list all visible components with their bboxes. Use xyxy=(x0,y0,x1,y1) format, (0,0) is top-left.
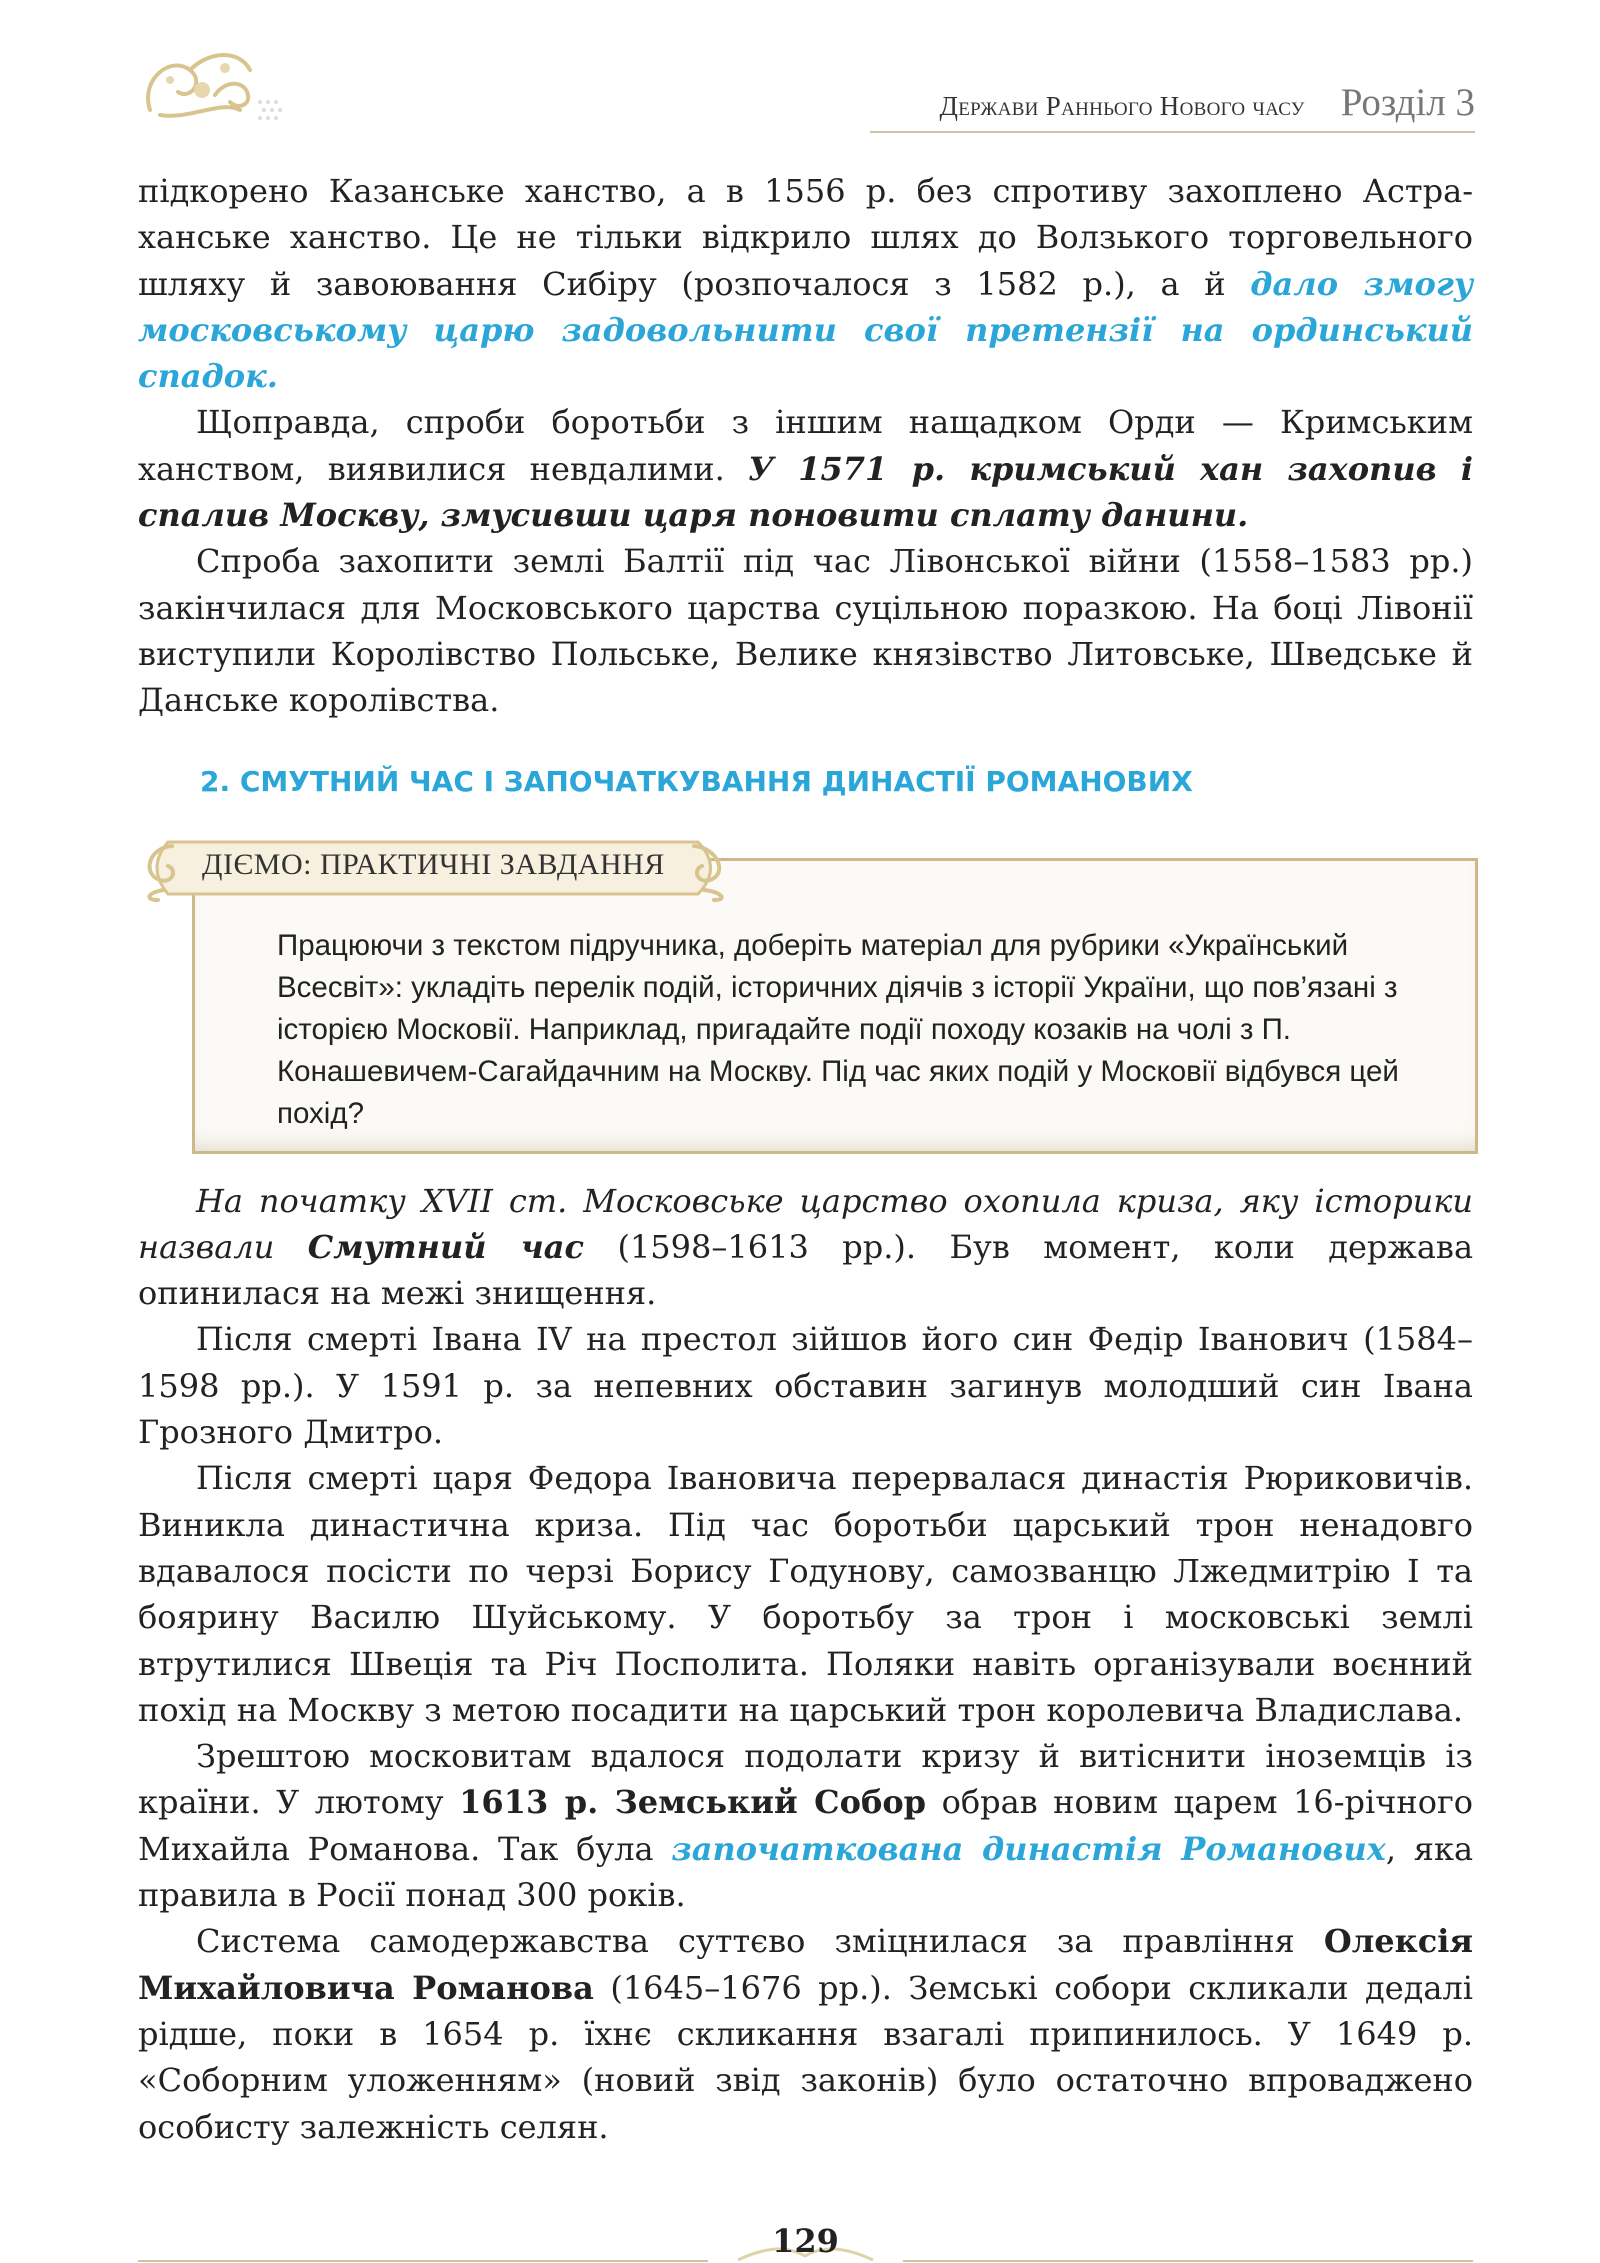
paragraph-6: Після смерті царя Федора Івановича перервалася династія Рюриковичів. Виникла династична криза. Під час боротьби царський трон ненадовго вдавалося посісти по черзі Борису Годунову, самозванцю Лжедмитрію І та боярину Василю Шуйському. У боротьбу за трон і московські землі втрутилися Швеція та Річ Посполита. Поляки навіть організували воєнний похід на Москву з метою посадити на царський трон королевича Владислава. xyxy=(138,1459,1473,1729)
task-text: Працюючи з текстом підручника, доберіть матеріал для рубрики «Український Всесвіт»: укладіть перелік подій, історичних діячів з історії України, що пов’язані з історією Московії. Наприклад, пригадайте події походу козаків на чолі з П. Конашевичем-Сагайдачним на Москву. Під час яких подій у Московії відбувся цей похід? xyxy=(277,928,1399,1130)
page-footer xyxy=(138,2222,1473,2262)
emphasis-text: У 1571 р. кримський хан захопив і спалив Москву, змусивши царя поновити сплату данини. xyxy=(138,449,1474,535)
highlight-text: дало змогу московському царю задовольнити свої претензії на ординський спадок. xyxy=(138,264,1474,396)
term-zemsky-sobor: 1613 р. Земський Собор xyxy=(459,1783,927,1822)
section-heading: 2. СМУТНИЙ ЧАС І ЗАПОЧАТКУВАННЯ ДИНАСТІЇ РОМАНОВИХ xyxy=(200,764,1193,798)
running-header xyxy=(870,80,1475,133)
task-title: ДІЄМО: ПРАКТИЧНІ ЗАВДАННЯ xyxy=(202,847,665,881)
footer-rule-left xyxy=(138,2260,708,2262)
task-box-frame xyxy=(192,858,1478,1154)
paragraph-2: Щоправда, спроби боротьби з іншим нащадком Орди — Кримським ханством, виявилися невдалими. У 1571 р. кримський хан захопив і спалив Москву, змусивши царя поновити сплату данини. xyxy=(138,403,1474,535)
paragraph-4: На початку XVII ст. Московське царство охопила криза, яку історики назвали Смутний час (1598–1613 рр.). Був момент, коли держава опинилася на межі знищення. xyxy=(138,1181,1474,1313)
header-section-title: Держави Раннього Нового часу xyxy=(939,91,1305,121)
term-oleksiy-romanov: Олексія Михайловича Романова xyxy=(138,1922,1473,2007)
paragraph-3: Спроба захопити землі Балтії під час Лівонської війни (1558–1583 рр.) закінчилася для Московського царства суцільною поразкою. На боці Лівонії виступили Королівство Польське, Велике князівство Литовське, Шведське й Данське королівства. xyxy=(138,542,1473,720)
paragraph-5: Після смерті Івана IV на престол зійшов його син Федір Іванович (1584–1598 рр.). У 1591 р. за непевних обставин загинув молодший син Івана Грозного Дмитро. xyxy=(138,1320,1473,1452)
term-smutny-chas: Смутний час xyxy=(307,1227,585,1266)
paragraph-7: Зрештою московитам вдалося подолати кризу й витіснити іноземців із країни. У лютому 1613 р. Земський Собор обрав новим царем 16-річного Михайла Романова. Так була започаткована династія Романових, яка правила в Росії понад 300 років. xyxy=(138,1737,1474,1915)
practical-task-box xyxy=(138,834,1473,1156)
footer-rule-right xyxy=(903,2260,1473,2262)
paragraph-8: Система самодержавства суттєво зміцнилася за правління Олексія Михайловича Романова (1645–1676 рр.). Земські собори скликaли дедалі рідше, поки в 1654 р. їхнє скликання взагалі припинилось. У 1649 р. «Соборним уложенням» (новий звід законів) було остаточно впроваджено особисту залежність селян. xyxy=(138,1922,1474,2146)
page-number: 129 xyxy=(772,2222,839,2260)
header-chapter-title: Розділ 3 xyxy=(1340,81,1475,124)
corner-ornament-icon xyxy=(130,40,290,130)
highlight-romanov-dynasty: започаткована династія Романових xyxy=(671,1829,1386,1868)
page-body xyxy=(138,168,1473,2150)
paragraph-1: підкорено Казанське ханство, а в 1556 р. без спротиву захоплено Астраханське ханство. Це не тільки відкрило шлях до Волзького торговельного шляху й завоювання Сибіру (розпочалося з 1582 р.), а й дало змогу московському царю задовольнити свої претензії на ординський спадок. xyxy=(138,172,1474,396)
